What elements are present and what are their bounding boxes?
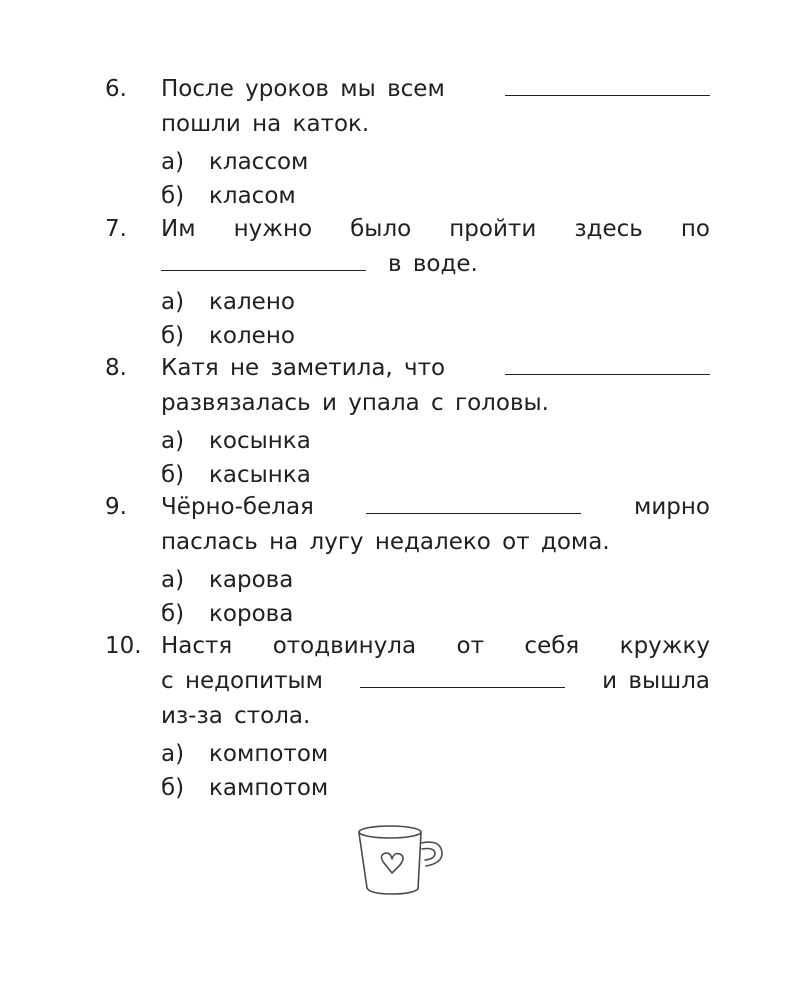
question-stem — [161, 351, 710, 421]
stem-word: себя — [524, 633, 580, 659]
option-a[interactable] — [161, 737, 710, 771]
stem-word: пройти — [449, 216, 537, 242]
stem-text: развязалась и упала с головы. — [161, 390, 549, 416]
option-letter: а) — [161, 428, 185, 454]
option-letter: б) — [161, 323, 185, 349]
question-stem — [161, 212, 710, 282]
answer-blank[interactable] — [161, 252, 366, 271]
question-number: 7. — [105, 216, 127, 242]
stem-word: здесь — [574, 216, 643, 242]
option-a[interactable] — [161, 285, 710, 319]
stem-word: Настя — [161, 633, 233, 659]
answer-blank[interactable] — [366, 495, 581, 514]
question-number: 9. — [105, 494, 127, 520]
option-letter: а) — [161, 741, 185, 767]
stem-text: в воде. — [388, 251, 478, 277]
option-letter: а) — [161, 149, 185, 175]
stem-word: кружку — [619, 633, 710, 659]
question-6 — [105, 72, 710, 213]
option-a[interactable] — [161, 563, 710, 597]
option-text: калено — [209, 289, 295, 315]
answer-options — [161, 563, 710, 631]
option-b[interactable] — [161, 319, 710, 353]
stem-word: отодвинула — [272, 633, 417, 659]
stem-text: Катя не заметила, что — [161, 355, 446, 381]
option-letter: б) — [161, 601, 185, 627]
stem-word: нужно — [233, 216, 313, 242]
stem-word: мирно — [633, 494, 710, 520]
option-text: косынка — [209, 428, 311, 454]
option-b[interactable] — [161, 179, 710, 213]
stem-word: Им — [161, 216, 196, 242]
answer-options — [161, 145, 710, 213]
stem-word: было — [350, 216, 412, 242]
answer-options — [161, 737, 710, 805]
option-text: касынка — [209, 462, 311, 488]
option-text: корова — [209, 601, 294, 627]
stem-text: паслась на лугу недалеко от дома. — [161, 529, 610, 555]
question-stem — [161, 72, 710, 142]
option-text: классом — [209, 149, 309, 175]
option-a[interactable] — [161, 424, 710, 458]
option-text: карова — [209, 567, 294, 593]
option-letter: а) — [161, 289, 185, 315]
question-number: 6. — [105, 76, 127, 102]
question-number: 8. — [105, 355, 127, 381]
question-stem — [161, 629, 710, 734]
answer-blank[interactable] — [505, 77, 710, 96]
option-text: кампотом — [209, 775, 329, 801]
question-10 — [105, 629, 710, 805]
question-9 — [105, 490, 710, 631]
answer-blank[interactable] — [360, 669, 565, 688]
option-letter: б) — [161, 775, 185, 801]
option-a[interactable] — [161, 145, 710, 179]
question-8 — [105, 351, 710, 492]
stem-text: из-за стола. — [161, 703, 311, 729]
option-letter: б) — [161, 183, 185, 209]
option-text: колено — [209, 323, 295, 349]
answer-blank[interactable] — [505, 356, 710, 375]
option-text: компотом — [209, 741, 329, 767]
option-letter: б) — [161, 462, 185, 488]
stem-text: с недопитым — [161, 668, 324, 694]
question-stem — [161, 490, 710, 560]
option-text: класом — [209, 183, 296, 209]
stem-text: пошли на каток. — [161, 111, 370, 137]
question-number: 10. — [105, 633, 142, 659]
mug-with-heart-icon — [348, 822, 448, 902]
stem-word: по — [680, 216, 710, 242]
stem-word: от — [456, 633, 484, 659]
stem-text: После уроков мы всем — [161, 76, 445, 102]
answer-options — [161, 424, 710, 492]
stem-word: Чёрно-белая — [161, 494, 314, 520]
question-7 — [105, 212, 710, 353]
option-b[interactable] — [161, 597, 710, 631]
stem-text: и вышла — [602, 668, 710, 694]
option-b[interactable] — [161, 458, 710, 492]
answer-options — [161, 285, 710, 353]
option-b[interactable] — [161, 771, 710, 805]
option-letter: а) — [161, 567, 185, 593]
